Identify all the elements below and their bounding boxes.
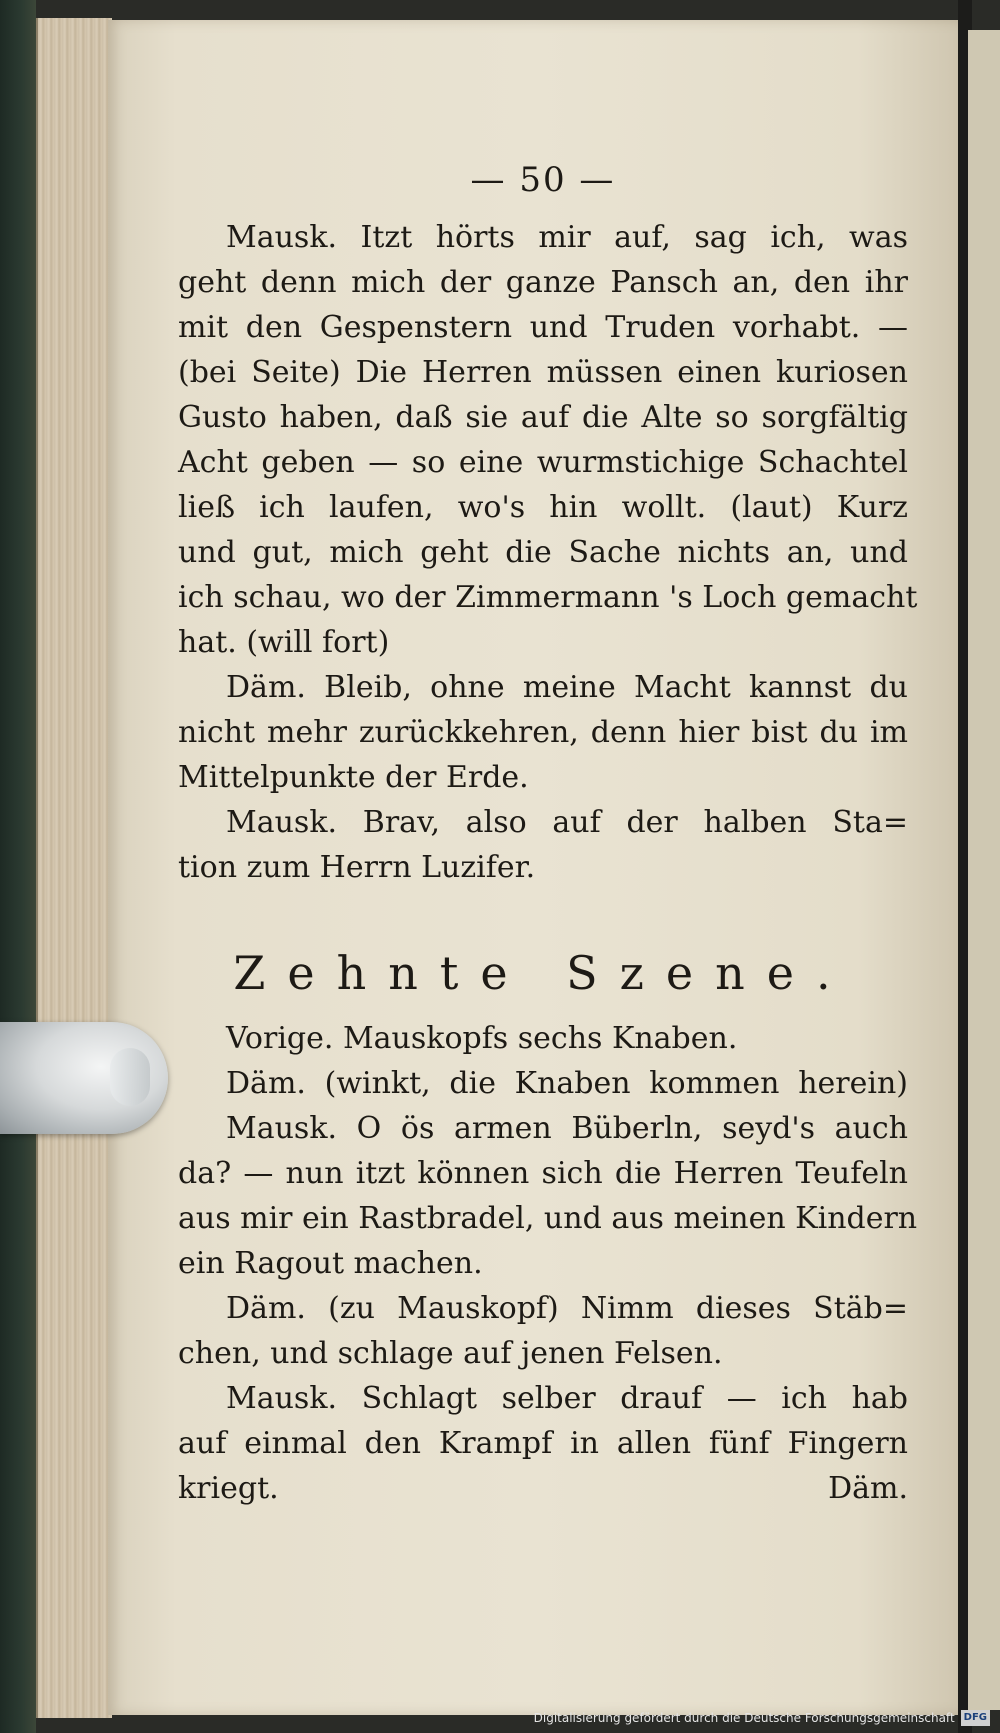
text-line: (bei Seite) Die Herren müssen einen kuriosen	[178, 355, 908, 390]
text-line: Däm. (winkt, die Knaben kommen herein)	[226, 1066, 908, 1101]
next-page-edge	[968, 30, 1000, 1710]
dfg-logo: DFG	[961, 1710, 990, 1726]
catchword: Däm.	[828, 1471, 908, 1506]
text-line: Däm. Bleib, ohne meine Macht kannst du	[226, 670, 908, 705]
text-line: ließ ich laufen, wo's hin wollt. (laut) Kurz	[178, 490, 908, 525]
text-line: hat. (will fort)	[178, 625, 390, 660]
text-line: Mittelpunkte der Erde.	[178, 760, 529, 795]
finger-nail	[110, 1048, 150, 1106]
text-line: Däm. (zu Mauskopf) Nimm dieses Stäb=	[226, 1291, 908, 1326]
text-line: Mausk. Itzt hörts mir auf, sag ich, was	[226, 220, 908, 255]
footer-text: Digitalisierung gefördert durch die Deutsche Forschungsgemeinschaft	[533, 1711, 955, 1725]
text-line: kriegt.	[178, 1471, 279, 1506]
text-line: Gusto haben, daß sie auf die Alte so sorgfältig	[178, 400, 908, 435]
scene-heading: Zehnte Szene.	[233, 946, 853, 1000]
text-line: da? — nun itzt können sich die Herren Teufeln	[178, 1156, 908, 1191]
text-line: chen, und schlage auf jenen Felsen.	[178, 1336, 723, 1371]
book-cover-edge	[0, 0, 36, 1733]
text-line: ich schau, wo der Zimmermann 's Loch gemacht	[178, 580, 918, 615]
digitization-footer	[534, 1707, 990, 1729]
text-line: und gut, mich geht die Sache nichts an, und	[178, 535, 908, 570]
text-line: aus mir ein Rastbradel, und aus meinen Kindern	[178, 1201, 918, 1236]
text-line: tion zum Herrn Luzifer.	[178, 850, 536, 885]
text-line: nicht mehr zurückkehren, denn hier bist du im	[178, 715, 908, 750]
page-number: — 50 —	[470, 160, 616, 200]
text-line: Mausk. Schlagt selber drauf — ich hab	[226, 1381, 908, 1416]
text-section-2	[178, 1016, 918, 1511]
text-line: Mausk. O ös armen Büberln, seyd's auch	[226, 1111, 908, 1146]
text-section-1	[178, 215, 918, 890]
text-line: Acht geben — so eine wurmstichige Schachtel	[178, 445, 908, 480]
text-line: auf einmal den Krampf in allen fünf Fingern	[178, 1426, 908, 1461]
text-line: Vorige. Mauskopfs sechs Knaben.	[226, 1021, 738, 1056]
text-line: ein Ragout machen.	[178, 1246, 483, 1281]
text-line: geht denn mich der ganze Pansch an, den ihr	[178, 265, 908, 300]
text-line: Mausk. Brav, also auf der halben Sta=	[226, 805, 908, 840]
text-line: mit den Gespenstern und Truden vorhabt. —	[178, 310, 908, 345]
page-stack-edges	[36, 18, 112, 1718]
page-text	[178, 155, 918, 1511]
